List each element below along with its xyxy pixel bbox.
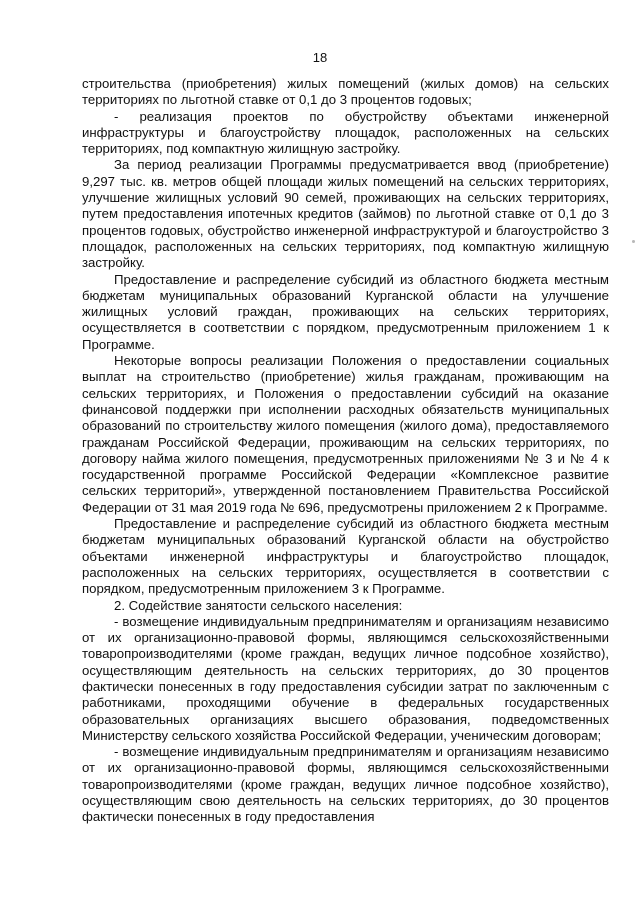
paragraph-infrastructure-subsidies: Предоставление и распределение субсидий из областного бюджета местным бюджетам муниципальных образований Курганской области на обустройство объектами инженерной инфраструктуры и благоустройство площадок, расположенных на сельских территориях, осуществляется в соответствии с порядком, предусмотренным приложением 3 к Программе.: [82, 516, 609, 597]
paragraph-regulations: Некоторые вопросы реализации Положения о предоставлении социальных выплат на строительство (приобретение) жилья гражданам, проживающим на сельских территориях, и Положения о предоставлении субсидий на оказание финансовой поддержки при исполнении расходных обязательств муниципальных образований по строительству жилого помещения (жилого дома), предоставляемого гражданам Российской Федерации, проживающим на сельских территориях, по договору найма жилого помещения, предусмотренных приложениями № 3 и № 4 к государственной программе Российской Федерации «Комплексное развитие сельских территорий», утвержденной постановлением Правительства Российской Федерации от 31 мая 2019 года № 696, предусмотрены приложением 2 к Программе.: [82, 353, 609, 515]
paragraph-housing-subsidies: Предоставление и распределение субсидий из областного бюджета местным бюджетам муниципальных образований Курганской области на улучшение жилищных условий граждан, проживающих на сельских территориях, осуществляется в соответствии с порядком, предусмотренным приложением 1 к Программе.: [82, 271, 609, 352]
page-number: 18: [312, 50, 328, 65]
list-item-reimbursement-1: - возмещение индивидуальным предпринимателям и организациям независимо от их организационно-правовой формы, являющимся сельскохозяйственными товаропроизводителями (кроме граждан, ведущих личное подсобное хозяйство), осуществляющим деятельность на сельских территориях, до 30 процентов фактически понесенных в году предоставления субсидии затрат по заключенным с работниками, проходящими обучение в федеральных государственных образовательных организациях высшего образования, подведомственных Министерству сельского хозяйства Российской Федерации, ученическим договорам;: [82, 613, 609, 743]
list-item-engineering-infrastructure: - реализация проектов по обустройству объектами инженерной инфраструктуры и благоустройству площадок, расположенных на сельских территориях, под компактную жилищную застройку.: [82, 108, 609, 157]
document-body: [82, 76, 609, 826]
section-heading-employment: 2. Содействие занятости сельского населения:: [114, 597, 403, 613]
list-item-reimbursement-2: - возмещение индивидуальным предпринимателям и организациям независимо от их организационно-правовой формы, являющимся сельскохозяйственными товаропроизводителями (кроме граждан, ведущих личное подсобное хозяйство), осуществляющим свою деятельность на сельских территориях, до 30 процентов фактически понесенных в году предоставления: [82, 744, 609, 825]
scan-dot: [632, 240, 635, 243]
paragraph-program-targets: За период реализации Программы предусматривается ввод (приобретение) 9,297 тыс. кв. метров общей площади жилых помещений на сельских территориях, улучшение жилищных условий 90 семей, проживающих на сельских территориях, путем предоставления ипотечных кредитов (займов) по льготной ставке от 0,1 до 3 процентов годовых, обустройство инженерной инфраструктурой и благоустройство 3 площадок, расположенных на сельских территориях, под компактную жилищную застройку.: [82, 157, 609, 271]
paragraph-continuation: строительства (приобретения) жилых помещений (жилых домов) на сельских территориях по льготной ставке от 0,1 до 3 процентов годовых;: [82, 76, 609, 108]
